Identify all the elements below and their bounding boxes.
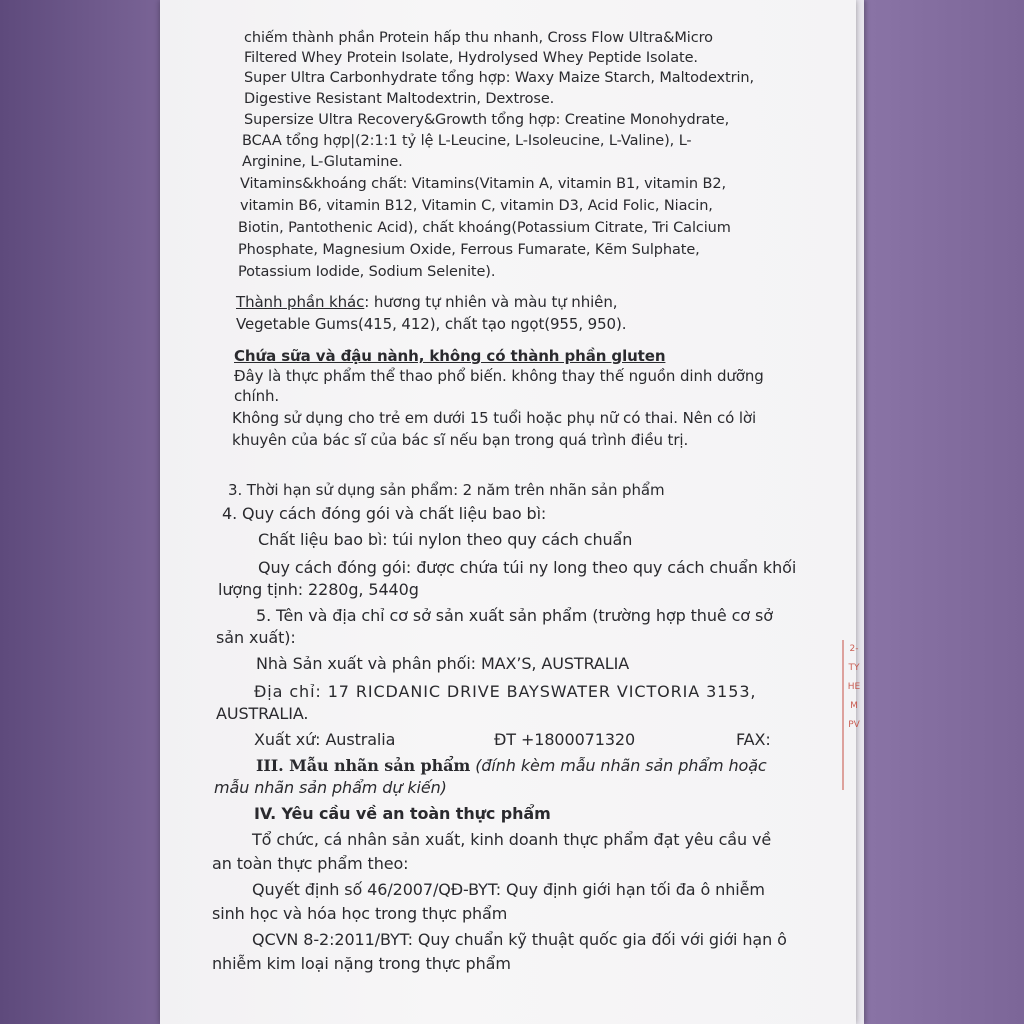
- packaging-heading: 4. Quy cách đóng gói và chất liệu bao bì:: [222, 504, 547, 523]
- regulation-decision: Quyết định số 46/2007/QĐ-BYT: Quy định giới hạn tối đa ô nhiễm: [252, 880, 765, 899]
- other-ingredients-label: Thành phần khác: [236, 293, 365, 311]
- note-line: Không sử dụng cho trẻ em dưới 15 tuổi hoặc phụ nữ có thai. Nên có lời: [232, 409, 757, 427]
- ingredients-line: Filtered Whey Protein Isolate, Hydrolysed Whey Peptide Isolate.: [244, 50, 698, 66]
- regulation-qcvn: nhiễm kim loại nặng trong thực phẩm: [212, 954, 511, 973]
- manufacturer-address: AUSTRALIA.: [216, 704, 309, 723]
- section-iii-title: III. Mẫu nhãn sản phẩm: [256, 756, 471, 775]
- stamp-fragment: M: [850, 701, 858, 711]
- ingredients-line: Vitamins&khoáng chất: Vitamins(Vitamin A, vitamin B1, vitamin B2,: [240, 176, 726, 192]
- shelf-life: 3. Thời hạn sử dụng sản phẩm: 2 năm trên nhãn sản phẩm: [228, 481, 665, 499]
- section-iii-note: mẫu nhãn sản phẩm dự kiến): [214, 778, 447, 797]
- stamp-fragment: PV: [848, 720, 860, 730]
- ingredients-line: Potassium Iodide, Sodium Selenite).: [238, 264, 496, 280]
- section-iii-line: [256, 756, 767, 776]
- manufacturer-heading: sản xuất):: [216, 628, 296, 647]
- other-ingredients-line: [236, 292, 617, 312]
- note-line: khuyên của bác sĩ của bác sĩ nếu bạn trong quá trình điều trị.: [232, 431, 689, 449]
- packaging-spec: Quy cách đóng gói: được chứa túi ny long theo quy cách chuẩn khối: [258, 558, 797, 577]
- fax: FAX:: [736, 730, 771, 749]
- ingredients-line: Biotin, Pantothenic Acid), chất khoáng(Potassium Citrate, Tri Calcium: [238, 220, 731, 236]
- manufacturer-name: Nhà Sản xuất và phân phối: MAX’S, AUSTRALIA: [256, 654, 630, 673]
- stamp-fragment: 2-: [849, 644, 859, 654]
- manufacturer-address: Địa chỉ: 17 RICDANIC DRIVE BAYSWATER VICTORIA 3153,: [254, 682, 757, 701]
- packaging-material: Chất liệu bao bì: túi nylon theo quy cách chuẩn: [258, 530, 633, 549]
- allergen-heading: Chứa sữa và đậu nành, không có thành phần gluten: [234, 347, 666, 365]
- ingredients-line: Supersize Ultra Recovery&Growth tổng hợp: Creatine Monohydrate,: [244, 112, 730, 128]
- document-page: [160, 0, 856, 1024]
- stamp-fragment: TY: [848, 663, 860, 673]
- note-line: Đây là thực phẩm thể thao phổ biến. không thay thế nguồn dinh dưỡng: [234, 367, 764, 385]
- regulation-decision: sinh học và hóa học trong thực phẩm: [212, 904, 508, 923]
- safety-text: Tổ chức, cá nhân sản xuất, kinh doanh thực phẩm đạt yêu cầu về: [252, 830, 772, 849]
- section-iii-note: (đính kèm mẫu nhãn sản phẩm hoặc: [475, 756, 767, 775]
- ingredients-line: vitamin B6, vitamin B12, Vitamin C, vitamin D3, Acid Folic, Niacin,: [240, 198, 713, 214]
- note-line: chính.: [234, 387, 280, 405]
- ingredients-line: BCAA tổng hợp|(2:1:1 tỷ lệ L-Leucine, L-Isoleucine, L-Valine), L-: [242, 133, 692, 149]
- manufacturer-heading: 5. Tên và địa chỉ cơ sở sản xuất sản phẩm (trường hợp thuê cơ sở: [256, 606, 773, 625]
- stamp-fragment: HE: [847, 682, 861, 692]
- desk-background-right: [860, 0, 1024, 1024]
- safety-text: an toàn thực phẩm theo:: [212, 854, 409, 873]
- desk-background-left: [0, 0, 163, 1024]
- packaging-spec: lượng tịnh: 2280g, 5440g: [218, 580, 419, 599]
- ingredients-line: Digestive Resistant Maltodextrin, Dextrose.: [244, 91, 555, 107]
- other-ingredients-text: : hương tự nhiên và màu tự nhiên,: [364, 293, 618, 311]
- phone: ĐT +1800071320: [494, 730, 636, 749]
- ingredients-line: Arginine, L-Glutamine.: [242, 154, 403, 170]
- ingredients-line: chiếm thành phần Protein hấp thu nhanh, Cross Flow Ultra&Micro: [244, 30, 713, 46]
- origin: Xuất xứ: Australia: [254, 730, 396, 749]
- other-ingredients-line: Vegetable Gums(415, 412), chất tạo ngọt(955, 950).: [236, 315, 627, 333]
- ingredients-line: Phosphate, Magnesium Oxide, Ferrous Fumarate, Kẽm Sulphate,: [238, 242, 700, 258]
- red-stamp-fragment: [842, 640, 864, 790]
- ingredients-line: Super Ultra Carbonhydrate tổng hợp: Waxy Maize Starch, Maltodextrin,: [244, 70, 755, 86]
- section-iv-title: IV. Yêu cầu về an toàn thực phẩm: [254, 804, 551, 823]
- regulation-qcvn: QCVN 8-2:2011/BYT: Quy chuẩn kỹ thuật quốc gia đối với giới hạn ô: [252, 930, 787, 949]
